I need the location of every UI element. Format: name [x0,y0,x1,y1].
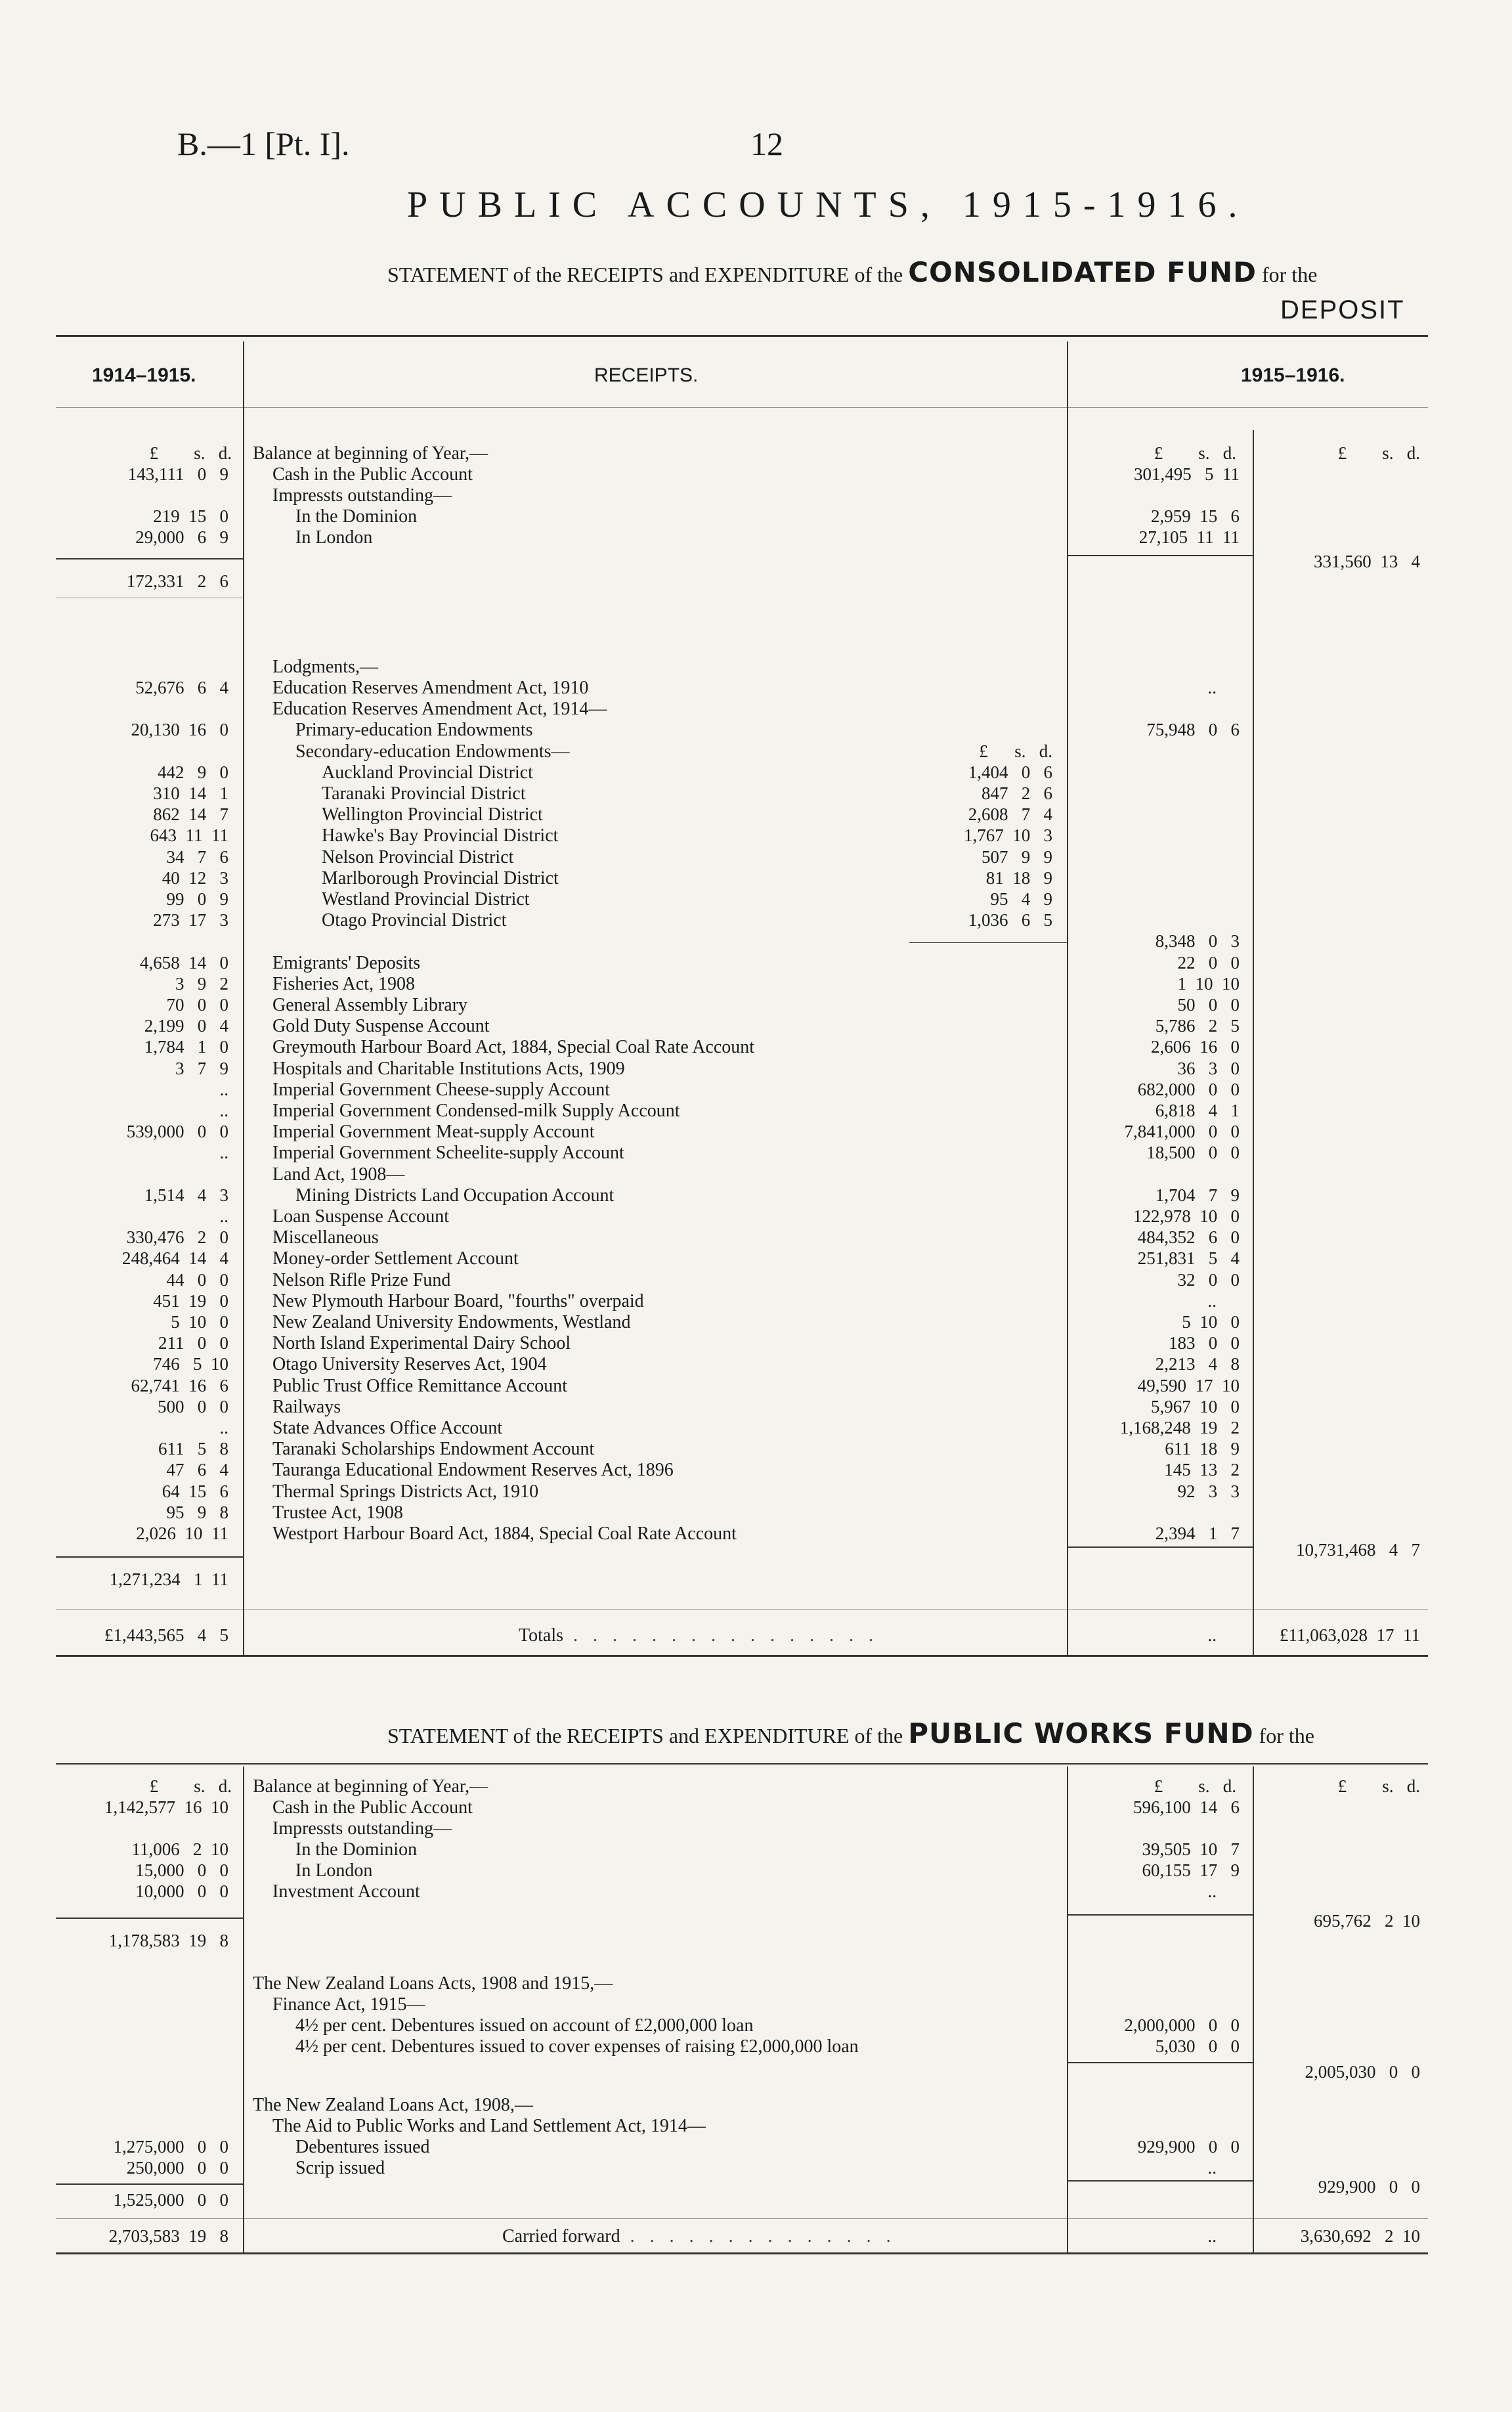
lodgment-label: Trustee Act, 1908 [272,1502,403,1523]
col-header-curr-year: 1915–1916. [1241,364,1345,386]
loans-total: 2,005,030 0 0 [1305,2062,1420,2082]
lodgment-prev-value: 330,476 2 0 [126,1227,228,1247]
lodgment-inner-value: 81 18 9 [985,868,1052,888]
balance-heading: Balance at beginning of Year,— [253,443,488,464]
pw-row-curr-value: 60,155 17 9 [1142,1860,1240,1880]
carried-forward-mid: .. [1207,2226,1217,2246]
lodgment-prev-value: 64 15 6 [162,1481,228,1501]
lodgment-label: Westport Harbour Board Act, 1884, Special Coal Rate Account [272,1524,737,1544]
currency-header-mid: £ s. d. [1154,443,1236,463]
lodgments-curr-total: 10,731,468 4 7 [1296,1540,1420,1560]
lodgment-curr-value: 50 0 0 [1177,995,1240,1015]
lodgment-prev-value: 2,199 0 4 [144,1016,228,1036]
lodgment-curr-value: 32 0 0 [1177,1270,1240,1290]
lodgment-label: Education Reserves Amendment Act, 1914— [272,699,607,719]
col-header-receipts: RECEIPTS. [594,364,699,386]
lodgment-prev-value: 273 17 3 [153,910,228,930]
in-london-label: In London [295,527,373,548]
debentures-issued-prev: 1,275,000 0 0 [113,2137,228,2157]
currency-header-prev: £ s. d. [149,443,232,463]
pw-row-label: Investment Account [272,1881,420,1902]
lodgment-prev-value: 539,000 0 0 [126,1122,228,1141]
pw-bottom-rule [56,2252,1428,2254]
lodgment-prev-value: 20,130 16 0 [131,720,228,739]
lodgment-curr-value: .. [1207,678,1217,697]
lodgment-prev-value: 47 6 4 [166,1460,228,1480]
lodgment-inner-value: 507 9 9 [982,847,1052,867]
lodgment-curr-value: 6,818 4 1 [1155,1101,1240,1120]
pw-row-prev-value: 15,000 0 0 [135,1860,228,1880]
lodgment-inner-value: 1,036 6 5 [968,910,1052,930]
cash-public-label: Cash in the Public Account [272,464,473,485]
pw-prev-balance-rule [56,1918,243,1919]
lodgment-label: Taranaki Scholarships Endowment Account [272,1439,595,1459]
lodgment-curr-value: 75,948 0 6 [1146,720,1240,739]
debenture-1-label: 4½ per cent. Debentures issued on account of £2,000,000 loan [295,2015,754,2036]
totals-curr: £11,063,028 17 11 [1280,1625,1420,1645]
curr-balance-total: 331,560 13 4 [1314,552,1420,571]
lodgment-curr-value: 5,786 2 5 [1155,1016,1240,1036]
scrip-issued-curr: .. [1207,2158,1217,2178]
loans-rule [1067,2062,1254,2063]
lodgment-curr-value: 36 3 0 [1177,1059,1240,1078]
lodgment-label: New Zealand University Endowments, Westland [272,1312,631,1332]
pw-curr-balance-total: 695,762 2 10 [1314,1911,1420,1931]
carried-forward-label: Carried forward . . . . . . . . . . . . . . [502,2226,896,2247]
lodgment-label: Land Act, 1908— [272,1164,405,1185]
lodgment-label: Hawke's Bay Provincial District [322,825,559,846]
aid-curr-rule [1067,2180,1254,2182]
lodgment-label: Imperial Government Condensed-milk Supply Account [272,1101,680,1121]
debenture-2-curr: 5,030 0 0 [1155,2036,1240,2056]
pw-row-curr-value: .. [1207,1881,1217,1901]
lodgment-curr-value: 7,841,000 0 0 [1124,1122,1240,1141]
lodgment-prev-value: 5 10 0 [171,1312,228,1332]
lodgment-prev-value: .. [219,1080,228,1099]
lodgment-prev-value: 611 5 8 [158,1439,228,1458]
pw-row-prev-value: 11,006 2 10 [131,1839,228,1859]
lodgment-label: General Assembly Library [272,995,468,1015]
lodgments-heading: Lodgments,— [272,657,378,677]
imprests-label: Impressts outstanding— [272,485,452,506]
lodgment-label: Auckland Provincial District [322,762,533,783]
col-divider-1 [243,341,244,1655]
lodgment-prev-value: 643 11 11 [150,825,228,845]
lodgment-label: Secondary-education Endowments— [295,741,570,762]
lodgment-curr-value: 1,704 7 9 [1155,1185,1240,1205]
lodgment-prev-value: 211 0 0 [158,1333,228,1353]
document-reference: B.—1 [Pt. I]. [177,125,350,162]
lodgment-inner-value: 95 4 9 [990,889,1052,909]
loans-act-1908-label: The New Zealand Loans Act, 1908,— [253,2095,533,2115]
lodgment-curr-value: 122,978 10 0 [1133,1206,1240,1226]
consolidated-statement-heading [387,256,1317,288]
lodgment-label: Money-order Settlement Account [272,1248,519,1269]
lodgment-label: State Advances Office Account [272,1418,503,1438]
lodgment-label: Gold Duty Suspense Account [272,1016,490,1036]
statement-suffix: for the [1261,263,1318,286]
pw-row-prev-value: 10,000 0 0 [135,1881,228,1901]
lodgment-prev-value: 1,784 1 0 [144,1037,228,1057]
lodgment-curr-value: 611 18 9 [1165,1439,1240,1458]
lodgment-label: Taranaki Provincial District [322,783,526,804]
public-works-statement-heading [387,1717,1314,1749]
lodgment-label: Westland Provincial District [322,889,530,910]
lodgment-curr-value: 1 10 10 [1177,974,1240,994]
curr-dominion: 2,959 15 6 [1151,506,1240,526]
lodgment-curr-value: 18,500 0 0 [1146,1143,1240,1162]
aid-act-label: The Aid to Public Works and Land Settlement Act, 1914— [272,2116,706,2136]
lodgment-label: Otago Provincial District [322,910,507,931]
lodgment-prev-value: 44 0 0 [166,1270,228,1290]
prev-dominion: 219 15 0 [153,506,228,526]
prev-balance-rule [56,558,243,559]
lodgment-prev-value: 70 0 0 [166,995,228,1015]
prev-cash: 143,111 0 9 [127,464,228,484]
lodgment-label: Imperial Government Meat-supply Account [272,1122,595,1142]
totals-bottom-rule [56,1655,1428,1657]
col-divider-2 [1067,341,1068,1655]
lodgment-label: Railways [272,1397,341,1417]
pw-row-label: In London [295,1860,373,1881]
lodgment-label: Nelson Provincial District [322,847,514,867]
aid-total-prev: 1,525,000 0 0 [113,2190,228,2210]
lodgment-label: Imperial Government Scheelite-supply Account [272,1143,624,1163]
pw-col-divider-3 [1253,1766,1254,2252]
lodgment-curr-value: 251,831 5 4 [1137,1248,1240,1268]
loans-heading: The New Zealand Loans Acts, 1908 and 1915,— [253,1973,613,1994]
header-under-rule [56,407,1428,408]
debentures-issued-label: Debentures issued [295,2137,430,2157]
lodgment-label: North Island Experimental Dairy School [272,1333,571,1353]
finance-act-label: Finance Act, 1915— [272,1994,425,2015]
lodgment-curr-value: 2,394 1 7 [1155,1524,1240,1543]
page-number: 12 [750,125,783,162]
lodgment-curr-value: 145 13 2 [1164,1460,1240,1480]
lodgment-label: Primary-education Endowments [295,720,533,740]
pw-curr-balance-rule [1067,1914,1254,1916]
lodgment-prev-value: 1,514 4 3 [144,1185,228,1205]
lodgment-label: Public Trust Office Remittance Account [272,1376,567,1396]
lodgment-prev-value: .. [219,1143,228,1162]
lodgment-prev-value: 99 0 9 [166,889,228,909]
pw-row-curr-value: 39,505 10 7 [1142,1839,1240,1859]
lodgment-label: Hospitals and Charitable Institutions Acts, 1909 [272,1059,625,1079]
lodgment-curr-value: 682,000 0 0 [1137,1080,1240,1099]
lodgment-label: New Plymouth Harbour Board, "fourths" overpaid [272,1291,644,1311]
lodgment-label: Nelson Rifle Prize Fund [272,1270,451,1290]
statement-prefix: STATEMENT of the RECEIPTS and EXPENDITURE of the [387,263,903,286]
pw-top-rule [56,1763,1428,1765]
pw-prev-balance-total: 1,178,583 19 8 [108,1931,228,1950]
lodgment-prev-value: 52,676 6 4 [135,678,228,697]
deposit-heading: DEPOSIT [1280,296,1405,324]
pw-currency-header-mid: £ s. d. [1154,1776,1236,1796]
curr-cash: 301,495 5 11 [1134,464,1240,484]
totals-label: Totals . . . . . . . . . . . . . . . . [519,1625,879,1646]
carried-forward-curr: 3,630,692 2 10 [1300,2226,1420,2246]
lodgment-curr-value: 5 10 0 [1182,1312,1240,1332]
aid-total-curr: 929,900 0 0 [1318,2177,1420,2197]
lodgment-prev-value: 248,464 14 4 [122,1248,228,1268]
secondary-subtotal-rule [909,942,1067,943]
lodgment-label: Thermal Springs Districts Act, 1910 [272,1481,539,1502]
totals-top-rule [56,1609,1428,1610]
lodgment-prev-value: 442 9 0 [158,762,228,782]
aid-prev-rule [56,2183,243,2185]
pw-statement-suffix: for the [1259,1724,1314,1747]
lodgment-prev-value: 451 19 0 [153,1291,228,1311]
pw-row-label: Impressts outstanding— [272,1818,452,1839]
debenture-1-curr: 2,000,000 0 0 [1124,2015,1240,2035]
curr-balance-rule [1067,555,1254,556]
lodgment-inner-value: 1,404 0 6 [968,762,1052,782]
lodgment-inner-value: £ s. d. [979,741,1052,761]
lodgment-inner-value: 1,767 10 3 [964,825,1052,845]
lodgment-prev-value: 3 9 2 [175,974,228,994]
lodgment-prev-value: .. [219,1418,228,1437]
lodgment-prev-value: 862 14 7 [153,804,228,824]
pw-fund-name: PUBLIC WORKS FUND [908,1717,1254,1749]
lodgment-curr-value: .. [1207,1291,1217,1311]
col-header-prev-year: 1914–1915. [92,364,196,386]
lodgment-label: Greymouth Harbour Board Act, 1884, Special Coal Rate Account [272,1037,755,1057]
pw-balance-heading: Balance at beginning of Year,— [253,1776,488,1797]
lodgment-prev-value: 62,741 16 6 [131,1376,228,1395]
debenture-2-label: 4½ per cent. Debentures issued to cover expenses of raising £2,000,000 loan [295,2036,859,2057]
lodgment-prev-value: .. [219,1101,228,1120]
lodgment-prev-value: 746 5 10 [153,1354,228,1374]
lodgment-label: Wellington Provincial District [322,804,543,825]
lodgment-curr-value: 49,590 17 10 [1137,1376,1240,1395]
lodgment-prev-value: 95 9 8 [166,1502,228,1522]
prev-balance-total: 172,331 2 6 [126,571,228,591]
debentures-issued-curr: 929,900 0 0 [1137,2137,1240,2157]
lodgment-curr-value: 484,352 6 0 [1137,1227,1240,1247]
lodgment-curr-value: 92 3 3 [1177,1481,1240,1501]
prev-london: 29,000 6 9 [135,527,228,547]
lodgment-curr-value: 8,348 0 3 [1155,931,1240,951]
totals-curr-mid: .. [1207,1625,1217,1645]
lodgment-inner-value: 2,608 7 4 [968,804,1052,824]
lodgment-curr-value: 1,168,248 19 2 [1119,1418,1240,1437]
lodgments-prev-rule [56,1556,243,1558]
pw-row-label: Cash in the Public Account [272,1797,473,1818]
table-top-rule [56,335,1428,337]
lodgment-prev-value: .. [219,1206,228,1226]
pw-row-curr-value: 596,100 14 6 [1133,1797,1240,1817]
pw-row-prev-value: 1,142,577 16 10 [104,1797,228,1817]
carried-forward-prev: 2,703,583 19 8 [108,2226,228,2246]
lodgment-label: Emigrants' Deposits [272,953,421,973]
lodgment-label: Otago University Reserves Act, 1904 [272,1354,547,1374]
lodgment-label: Marlborough Provincial District [322,868,559,888]
lodgment-curr-value: 22 0 0 [1177,953,1240,973]
lodgment-prev-value: 40 12 3 [162,868,228,888]
page-title: PUBLIC ACCOUNTS, 1915-1916. [407,185,1249,225]
pw-col-divider-1 [243,1766,244,2252]
lodgment-prev-value: 310 14 1 [153,783,228,803]
pw-col-divider-2 [1067,1766,1068,2252]
lodgment-prev-value: 2,026 10 11 [136,1524,228,1543]
curr-london: 27,105 11 11 [1138,527,1240,547]
lodgment-curr-value: 5,967 10 0 [1151,1397,1240,1416]
lodgment-label: Fisheries Act, 1908 [272,974,415,994]
pw-statement-prefix: STATEMENT of the RECEIPTS and EXPENDITURE of the [387,1724,903,1747]
col-divider-3 [1253,430,1254,1655]
carried-top-rule [56,2218,1428,2219]
currency-header-right: £ s. d. [1337,443,1420,463]
lodgment-prev-value: 3 7 9 [175,1059,228,1078]
lodgment-label: Miscellaneous [272,1227,379,1248]
pw-currency-header-prev: £ s. d. [149,1776,232,1796]
fund-name: CONSOLIDATED FUND [908,256,1257,288]
lodgments-curr-rule [1067,1546,1254,1548]
lodgment-prev-value: 34 7 6 [166,847,228,867]
lodgment-label: Tauranga Educational Endowment Reserves Act, 1896 [272,1460,674,1480]
lodgments-prev-total: 1,271,234 1 11 [109,1569,228,1589]
lodgment-curr-value: 2,606 16 0 [1151,1037,1240,1057]
pw-row-label: In the Dominion [295,1839,418,1860]
scrip-issued-label: Scrip issued [295,2158,385,2178]
pw-currency-header-right: £ s. d. [1337,1776,1420,1796]
lodgment-curr-value: 183 0 0 [1169,1333,1240,1353]
lodgment-label: Imperial Government Cheese-supply Account [272,1080,610,1100]
scrip-issued-prev: 250,000 0 0 [126,2158,228,2178]
in-dominion-label: In the Dominion [295,506,418,527]
lodgment-label: Mining Districts Land Occupation Account [295,1185,615,1206]
totals-prev: £1,443,565 4 5 [104,1625,228,1645]
lodgment-prev-value: 4,658 14 0 [140,953,228,973]
lodgment-label: Loan Suspense Account [272,1206,450,1227]
lodgment-label: Education Reserves Amendment Act, 1910 [272,678,589,698]
lodgment-curr-value: 2,213 4 8 [1155,1354,1240,1374]
lodgment-inner-value: 847 2 6 [982,783,1052,803]
lodgment-prev-value: 500 0 0 [158,1397,228,1416]
